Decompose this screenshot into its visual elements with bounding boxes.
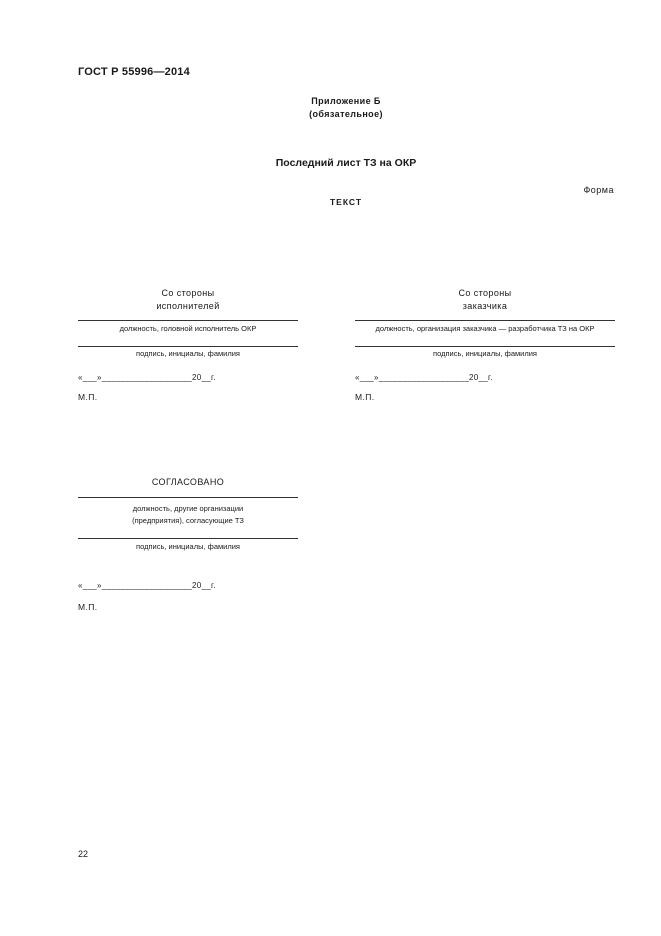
customer-date-line: «___»___________________20__г.	[355, 373, 493, 382]
customer-heading-line1: Со стороны	[458, 288, 512, 298]
executor-heading-line1: Со стороны	[161, 288, 215, 298]
document-title: Последний лист ТЗ на ОКР	[275, 157, 417, 169]
customer-heading-line2: заказчика	[462, 301, 508, 311]
approval-date-line: «___»___________________20__г.	[78, 581, 216, 590]
appendix-heading	[246, 95, 446, 121]
customer-position-caption: должность, организация заказчика — разработчика ТЗ на ОКР	[375, 324, 595, 333]
approval-position-caption-line2: (предприятия), согласующие ТЗ	[132, 516, 244, 525]
executor-signature-line	[78, 346, 298, 347]
executor-position-caption: должность, головной исполнитель ОКР	[119, 324, 257, 333]
customer-signature-line	[355, 346, 615, 347]
approval-position-line	[78, 497, 298, 498]
executor-date-line: «___»___________________20__г.	[78, 373, 216, 382]
approval-position-caption-line1: должность, другие организации	[132, 504, 244, 513]
customer-stamp: М.П.	[355, 392, 375, 402]
approval-heading: СОГЛАСОВАНО	[151, 477, 225, 487]
form-label: Форма	[583, 185, 614, 195]
page-number: 22	[78, 849, 89, 859]
approval-signature-caption: подпись, инициалы, фамилия	[136, 542, 240, 551]
approval-position-caption	[78, 503, 298, 527]
customer-signature-caption: подпись, инициалы, фамилия	[433, 349, 537, 358]
standard-designation: ГОСТ Р 55996—2014	[78, 66, 190, 78]
executor-heading-line2: исполнителей	[156, 301, 220, 311]
executor-signature-caption: подпись, инициалы, фамилия	[136, 349, 240, 358]
executor-stamp: М.П.	[78, 392, 98, 402]
executor-position-line	[78, 320, 298, 321]
appendix-status: (обязательное)	[309, 109, 383, 119]
appendix-title: Приложение Б	[311, 96, 381, 106]
customer-heading	[355, 287, 615, 313]
executor-heading	[78, 287, 298, 313]
approval-stamp: М.П.	[78, 602, 98, 612]
text-placeholder-label: ТЕКСТ	[329, 197, 363, 207]
customer-position-line	[355, 320, 615, 321]
approval-signature-line	[78, 538, 298, 539]
